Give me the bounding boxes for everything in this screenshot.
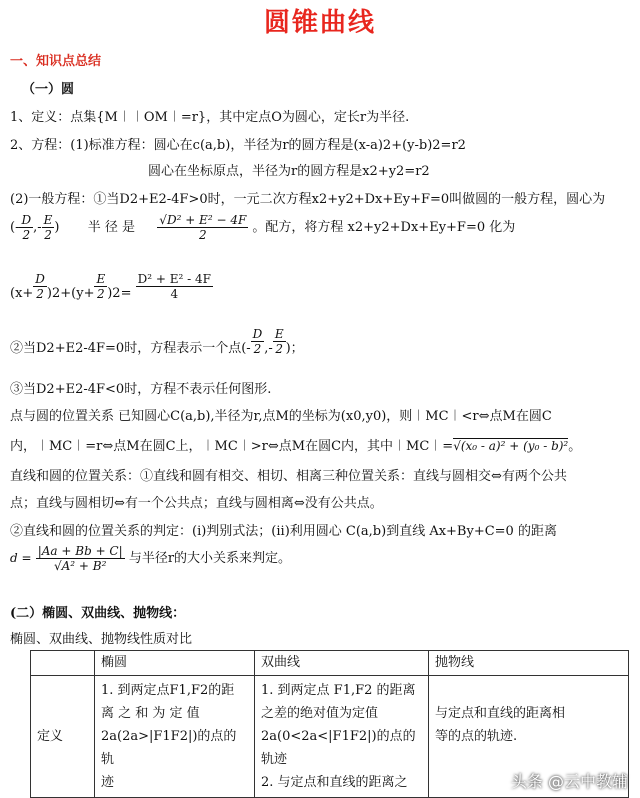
fraction-d-over-2: $\frac{D}{2}$ [252,327,263,356]
comparison-caption: 椭圆、双曲线、抛物线性质对比 [10,632,193,647]
general-equation-line: (2)一般方程：①当D2+E2-4F>0时，一元二次方程x2+y2+Dx+Ey+F=0叫做圆的一般方程，圆心为 [10,192,606,207]
rhs-fraction: $\frac{\text{D² + E² - 4F}}{4}$ [137,272,211,301]
distance-formula: d = $\frac{|Aa + Bb + C|}{\text{√A² + B²}}$ 与半径r的大小关系来判定。 [10,544,292,573]
fraction-e-over-2: $\frac{E}{2}$ [43,213,53,242]
complete-square-text: 。配方，将方程 x2+y2+Dx+Ey+F=0 化为 [252,220,516,235]
section-heading-knowledge: 一、知识点总结 [10,54,102,69]
ellipse-definition-cell: 1. 到两定点F1,F2的距 离 之 和 为 定 值 2a(2a>|F1F2|)的点的轨 迹 [95,676,255,798]
watermark: 头条 @云中教辅 [510,772,628,791]
parabola-definition-cell: 与定点和直线的距离相 等的点的轨迹. [429,676,629,798]
line-circle-relation-1: 直线和圆的位置关系：①直线和圆有相交、相切、相离三种位置关系：直线与圆相交⇔有两个公共 [10,469,567,484]
origin-equation: 圆心在坐标原点，半径为r的圆方程是x2+y2=r2 [148,164,430,179]
center-radius-line [10,213,515,242]
line-circle-relation-2: 点；直线与圆相切⇔有一个公共点；直线与圆相离⇔没有公共点。 [10,496,383,511]
row-label-definition: 定义 [31,676,95,798]
fraction-d-over-2: $\frac{D}{2}$ [35,272,45,301]
case-equals-zero: ②当D2+E2-4F=0时，方程表示一个点(- $\frac{D}{2}$ ,- $\frac{E}{2}$ )； [10,327,304,356]
paren-open: (- [10,220,20,235]
subsection-conics: (二）椭圆、双曲线、抛物线： [10,606,186,621]
table-header-hyperbola: 双曲线 [255,651,429,676]
point-circle-relation-2: 内，︱MC︱=r⇔点M在圆C上，︱MC︱>r⇔点M在圆C内，其中︱MC︱=√(x₀ - a)² + (y₀ - b)²。 [10,439,582,454]
page-title: 圆锥曲线 [263,8,376,38]
distance-mc-formula: √(x₀ - a)² + (y₀ - b)² [453,439,569,453]
distance-fraction: $\frac{|Aa + Bb + C|}{\text{√A² + B²}}$ [37,544,123,573]
subsection-circle: （一）圆 [22,82,75,97]
table-header-row [31,651,629,676]
line-circle-judgement: ②直线和圆的位置关系的判定：(i)判别式法；(ii)利用圆心 C(a,b)到直线 Ax+By+C=0 的距离 [10,524,557,539]
fraction-e-over-2: $\frac{E}{2}$ [274,327,284,356]
case-less-than-zero: ③当D2+E2-4F<0时，方程不表示任何图形. [10,382,272,397]
radius-formula: $\frac{\text{√D² + E² − 4F}}{2}$ [159,213,247,242]
hyperbola-definition-cell: 1. 到两定点 F1,F2 的距离 之差的绝对值为定值 2a(0<2a<|F1F2|)的点的轨迹 2. 与定点和直线的距离之 [255,676,429,798]
paren-close: ) [54,220,60,235]
table-header-ellipse: 椭圆 [95,651,255,676]
table-header-parabola: 抛物线 [429,651,629,676]
circle-definition: 1、定义：点集{M︱︱OM︱=r}，其中定点O为圆心，定长r为半径. [10,110,410,125]
fraction-d-over-2: $\frac{D}{2}$ [21,213,32,242]
table-header-cell [31,651,95,676]
standard-equation: 2、方程：(1)标准方程：圆心在c(a,b)，半径为r的圆方程是(x-a)2+(y-b)2=r2 [10,138,466,153]
completed-square-equation: (x+ $\frac{D}{2}$ )2+(y+ $\frac{E}{2}$ )2= $\frac{\text{D² + E² - 4F}}{4}$ [10,272,211,301]
point-circle-relation-1: 点与圆的位置关系 已知圆心C(a,b),半径为r,点M的坐标为(x0,y0)，则︱MC︱<r⇔点M在圆C [10,409,552,424]
fraction-e-over-2: $\frac{E}{2}$ [96,272,106,301]
comma-minus: ,- [33,220,42,235]
radius-label: 半 径 是 [87,220,136,235]
